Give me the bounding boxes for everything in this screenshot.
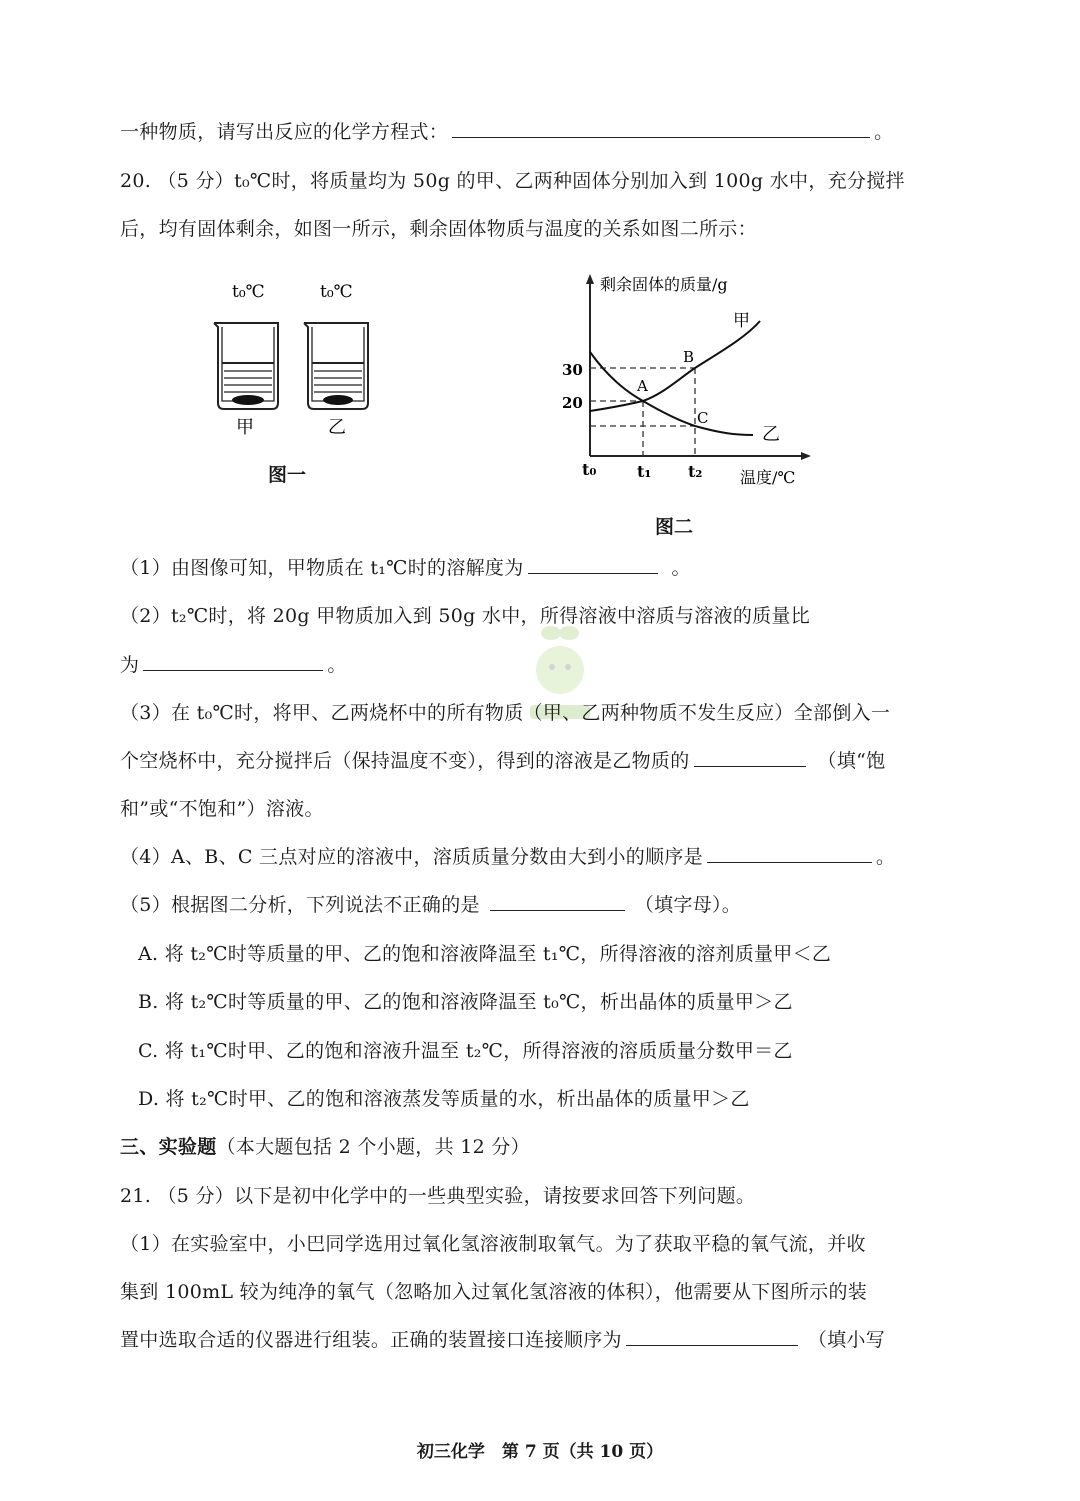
point-a-label: A: [637, 377, 648, 395]
question-20-part-3c: 和”或“不饱和”）溶液。: [120, 798, 324, 820]
section-3-heading: [120, 1132, 530, 1159]
question-20-line2: 后，均有固体剩余，如图一所示，剩余固体物质与温度的关系如图二所示：: [120, 218, 757, 240]
beaker-1-temp: t₀℃: [232, 282, 265, 302]
option-d: D. 将 t₂℃时甲、乙的饱和溶液蒸发等质量的水，析出晶体的质量甲＞乙: [138, 1088, 750, 1110]
line-end: 。: [671, 557, 691, 579]
question-20-part-4: [120, 842, 895, 869]
question-21-part-1c: [120, 1325, 885, 1352]
line-end: （填小写: [807, 1329, 886, 1351]
curve-jia: [590, 321, 760, 411]
x-tick-t1: t₁: [637, 462, 652, 481]
figure-2-chart: [545, 268, 815, 497]
x-axis-arrow: [801, 452, 811, 460]
figure-2-caption: 图二: [655, 516, 694, 538]
beaker-2-label: 乙: [328, 417, 346, 438]
line-text: （4）A、B、C 三点对应的溶液中，溶质质量分数由大到小的顺序是: [120, 846, 703, 868]
page-footer: 初三化学 第 7 页（共 10 页）: [416, 1442, 664, 1462]
line-text: （1）由图像可知，甲物质在 t₁℃时的溶解度为: [120, 557, 524, 579]
section-title: 三、实验题: [120, 1136, 217, 1158]
series-label-jia: 甲: [733, 311, 750, 331]
solid-residue-yi: [323, 395, 353, 405]
text-line: [120, 117, 893, 144]
line-end: （填“饱: [817, 750, 886, 772]
line-end: （填字母）。: [634, 894, 742, 916]
beaker-1-label: 甲: [236, 417, 254, 438]
option-a: A. 将 t₂℃时等质量的甲、乙的饱和溶液降温至 t₁℃，所得溶液的溶剂质量甲＜乙: [138, 943, 832, 965]
y-axis-arrow: [586, 274, 594, 284]
line-end: 。: [874, 121, 894, 143]
curve-yi: [590, 352, 753, 435]
answer-blank[interactable]: [143, 652, 323, 671]
y-axis-label: 剩余固体的质量/g: [600, 275, 728, 294]
question-20-part-3b: [120, 746, 885, 773]
option-b: B. 将 t₂℃时等质量的甲、乙的饱和溶液降温至 t₀℃，析出晶体的质量甲＞乙: [138, 991, 793, 1013]
section-desc: （本大题包括 2 个小题，共 12 分）: [216, 1136, 530, 1158]
line-text: 个空烧杯中，充分搅拌后（保持温度不变），得到的溶液是乙物质的: [120, 750, 690, 772]
point-c-label: C: [697, 409, 709, 427]
question-20-part-3: （3）在 t₀℃时，将甲、乙两烧杯中的所有物质（甲、乙两种物质不发生反应）全部倒入一: [120, 702, 891, 724]
series-label-yi: 乙: [762, 424, 780, 445]
answer-blank[interactable]: [626, 1327, 798, 1346]
y-tick-30: 30: [562, 361, 583, 379]
answer-blank[interactable]: [490, 892, 625, 911]
solid-residue-jia: [232, 395, 264, 405]
answer-blank[interactable]: [452, 119, 870, 138]
y-tick-20: 20: [562, 394, 583, 412]
answer-blank[interactable]: [694, 748, 806, 767]
x-tick-t0: t₀: [582, 460, 597, 479]
line-text: 为: [120, 654, 140, 676]
question-21-part-1b: 集到 100mL 较为纯净的氧气（忽略加入过氧化氢溶液的体积），他需要从下图所示的装: [120, 1281, 868, 1303]
option-c: C. 将 t₁℃时甲、乙的饱和溶液升温至 t₂℃，所得溶液的溶质质量分数甲＝乙: [138, 1040, 793, 1062]
question-20-head: 20. （5 分）t₀℃时，将质量均为 50g 的甲、乙两种固体分别加入到 100g 水中，充分搅拌: [120, 170, 905, 192]
question-20-part-5: [120, 890, 741, 917]
question-20-part-1: [120, 553, 691, 580]
line-text: 一种物质，请写出反应的化学方程式：: [120, 121, 449, 143]
beaker-2-temp: t₀℃: [320, 282, 353, 302]
line-end: 。: [327, 654, 347, 676]
question-21-head: 21. （5 分）以下是初中化学中的一些典型实验，请按要求回答下列问题。: [120, 1185, 756, 1207]
line-text: 置中选取合适的仪器进行组装。正确的装置接口连接顺序为: [120, 1329, 622, 1351]
answer-blank[interactable]: [528, 555, 658, 574]
x-axis-label: 温度/℃: [740, 468, 796, 487]
figure-1-caption: 图一: [268, 464, 307, 486]
line-end: 。: [875, 846, 896, 868]
point-b-label: B: [683, 348, 695, 366]
line-text: （5）根据图二分析，下列说法不正确的是: [120, 894, 480, 916]
x-tick-t2: t₂: [688, 462, 703, 481]
question-20-part-2: （2）t₂℃时，将 20g 甲物质加入到 50g 水中，所得溶液中溶质与溶液的质量比: [120, 605, 811, 627]
answer-blank[interactable]: [707, 844, 872, 863]
question-20-part-2b: [120, 650, 347, 677]
question-21-part-1: （1）在实验室中，小巴同学选用过氧化氢溶液制取氧气。为了获取平稳的氧气流，并收: [120, 1233, 866, 1255]
